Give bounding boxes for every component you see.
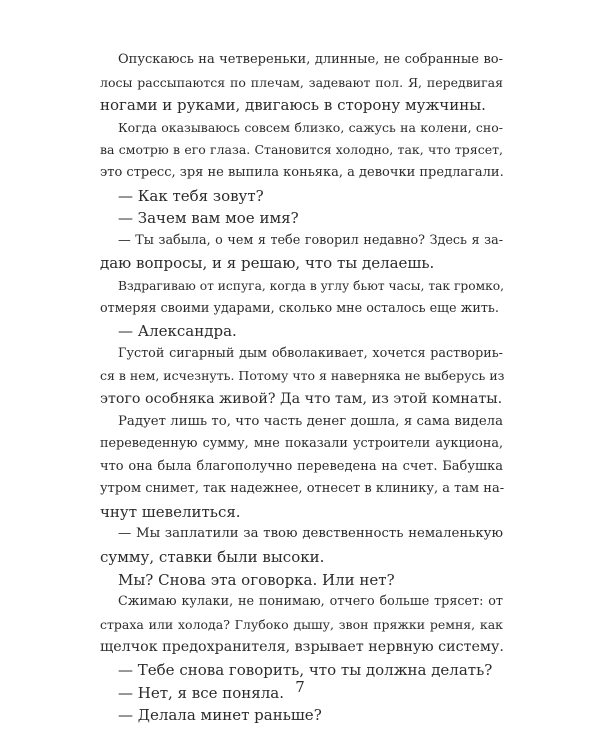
text-line: — Зачем вам мое имя? <box>118 209 299 228</box>
text-line: отмеряя своими ударами, сколько мне осталось еще жить. <box>100 300 499 316</box>
text-line: — Тебе снова говорить, что ты должна делать? <box>118 661 493 680</box>
text-line: Сжимаю кулаки, не понимаю, отчего больше трясет: от <box>118 594 503 610</box>
text-line: — Ты забыла, о чем я тебе говорил недавно? Здесь я за- <box>118 232 503 248</box>
text-line: сумму, ставки были высоки. <box>100 548 325 567</box>
text-line: — Мы заплатили за твою девственность немаленькую <box>118 526 503 542</box>
text-line: — Нет, я все поняла. <box>118 683 285 702</box>
text-line: этого особняка живой? Да что там, из этой комнаты. <box>100 390 503 407</box>
page-number: 7 <box>295 678 305 696</box>
text-line: — Александра. <box>118 322 237 341</box>
text-line: лосы рассыпаются по плечам, задевают пол. Я, передвигая <box>100 74 503 90</box>
text-line: щелчок предохранителя, взрывает нервную систему. <box>100 639 504 656</box>
text-line: Когда оказываюсь совсем близко, сажусь на колени, сно- <box>118 119 503 135</box>
text-line: ногами и руками, двигаюсь в сторону мужчины. <box>100 96 486 115</box>
text-line: ва смотрю в его глаза. Становится холодно, так, что трясет, <box>100 142 503 158</box>
text-line: Густой сигарный дым обволакивает, хочется раствориь- <box>118 345 503 361</box>
text-line: что она была благополучно переведена на счет. Бабушка <box>100 458 503 474</box>
text-line: Вздрагиваю от испуга, когда в углу бьют часы, так громко, <box>118 278 505 293</box>
text-line: — Делала минет раньше? <box>118 706 322 725</box>
text-line: ся в нем, исчезнуть. Потому что я наверняка не выберусь из <box>100 368 505 384</box>
text-line: это стресс, зря не выпила коньяка, а девочки предлагали. <box>100 164 504 180</box>
text-line: переведенную сумму, мне показали устроители аукциона, <box>100 436 503 452</box>
text-line: утром снимет, так надежнее, отнесет в клинику, а там на- <box>100 481 505 497</box>
text-line: даю вопросы, и я решаю, что ты делаешь. <box>100 254 435 273</box>
text-line: Мы? Снова эта оговорка. Или нет? <box>118 570 395 589</box>
text-line: чнут шевелиться. <box>100 502 241 521</box>
text-line: Радует лишь то, что часть денег дошла, я сама видела <box>118 413 503 429</box>
text-line: — Как тебя зовут? <box>118 186 264 205</box>
text-line: Опускаюсь на четвереньки, длинные, не собранные во- <box>118 52 503 67</box>
body-text <box>100 49 503 727</box>
text-line: страха или холода? Глубоко дышу, звон пряжки ремня, как <box>100 616 503 632</box>
